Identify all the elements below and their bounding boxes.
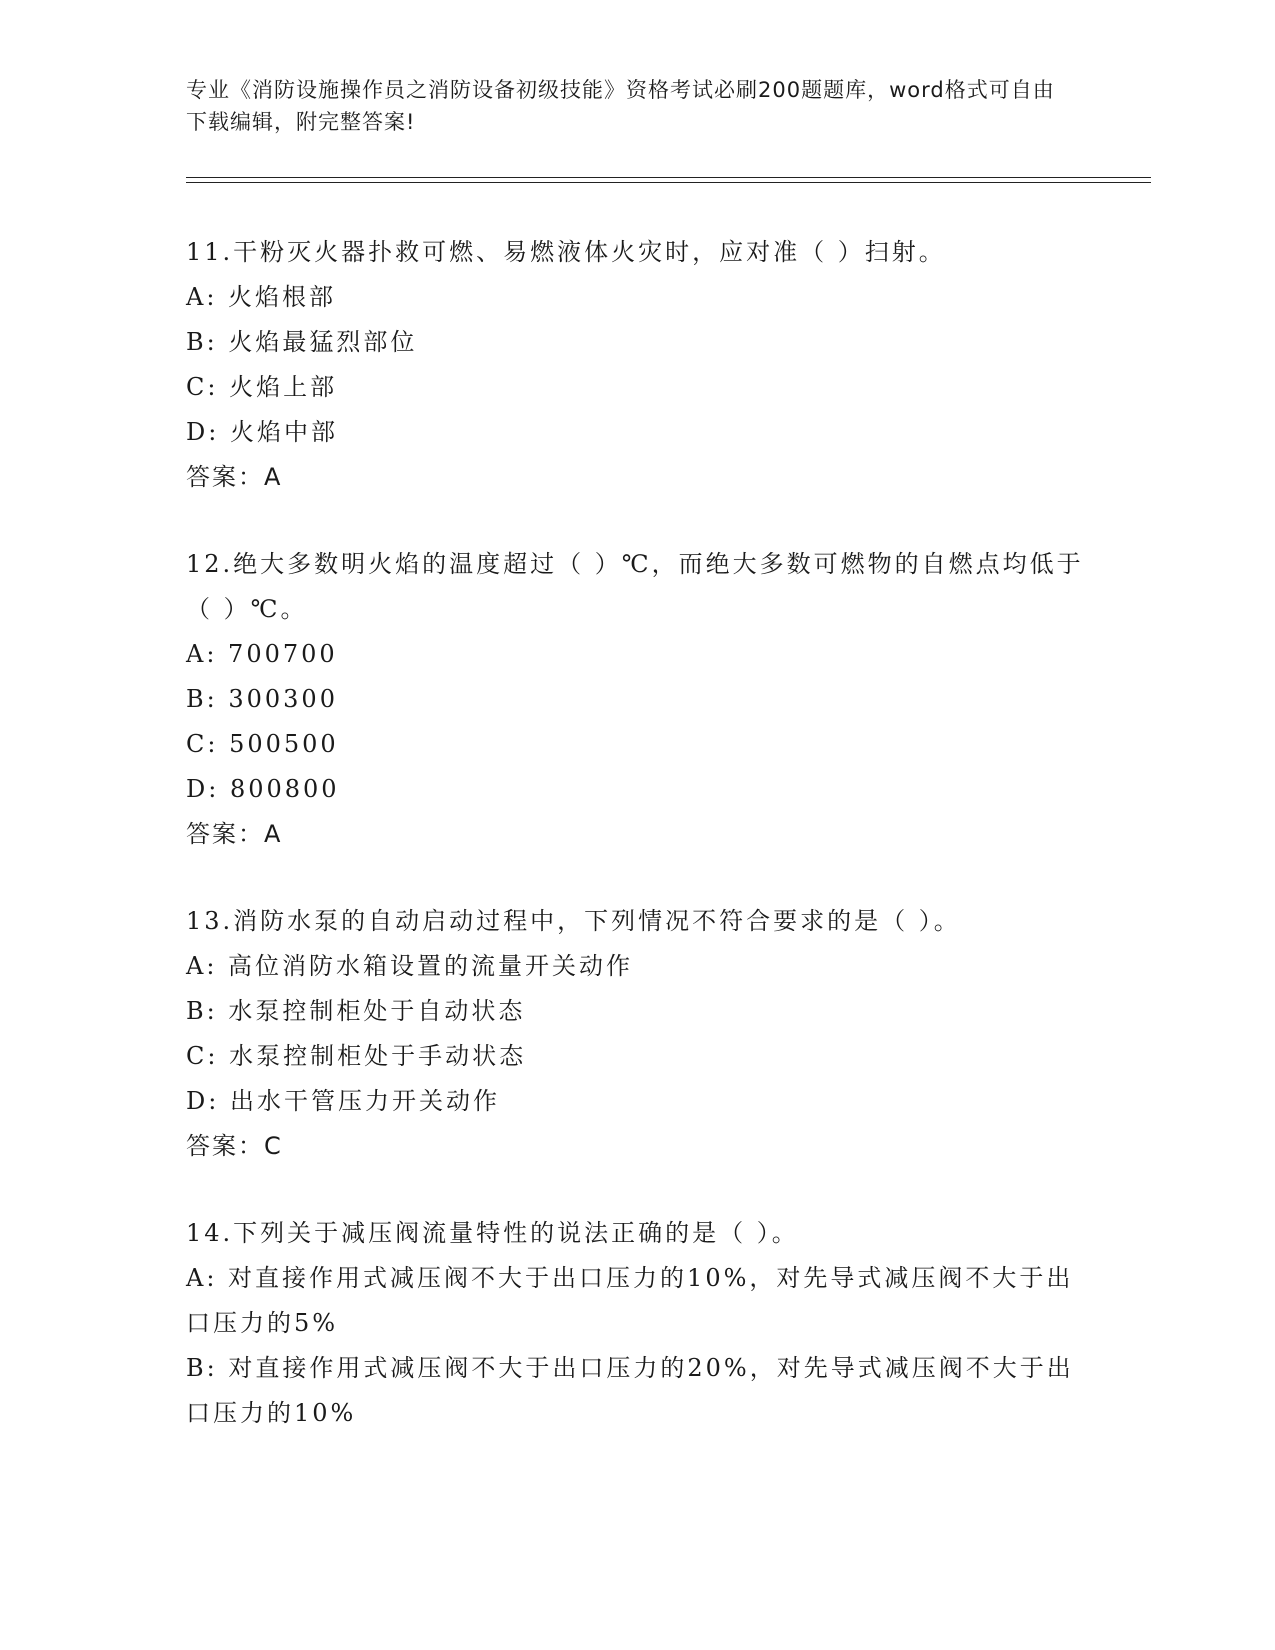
answer: 答案：C	[186, 1132, 283, 1160]
option-b: B: 火焰最猛烈部位	[186, 328, 418, 356]
option-b: B: 300300	[186, 685, 338, 713]
question-13	[186, 899, 1086, 1169]
header-rule-top	[186, 177, 1151, 178]
option-b: B: 水泵控制柜处于自动状态	[186, 997, 526, 1025]
option-a: A: 火焰根部	[186, 283, 337, 311]
option-d: D: 800800	[186, 775, 340, 803]
question-stem: 13.消防水泵的自动启动过程中，下列情况不符合要求的是（ ）。	[186, 907, 961, 935]
option-a: A: 高位消防水箱设置的流量开关动作	[186, 952, 634, 980]
option-d: D: 火焰中部	[186, 418, 338, 446]
header-text: 专业《消防设施操作员之消防设备初级技能》资格考试必刷200题题库，word格式可自由下载编辑，附完整答案!	[186, 78, 1055, 134]
question-11	[186, 230, 1086, 500]
option-d: D: 出水干管压力开关动作	[186, 1087, 500, 1115]
option-c: C: 火焰上部	[186, 373, 338, 401]
option-a: A: 对直接作用式减压阀不大于出口压力的10%，对先导式减压阀不大于出口压力的5%	[186, 1264, 1074, 1337]
question-14	[186, 1211, 1086, 1436]
document-header	[186, 74, 1066, 138]
question-stem: 12.绝大多数明火焰的温度超过（ ）℃，而绝大多数可燃物的自燃点均低于（ ）℃。	[186, 550, 1084, 623]
option-c: C: 500500	[186, 730, 339, 758]
option-b: B: 对直接作用式减压阀不大于出口压力的20%，对先导式减压阀不大于出口压力的10%	[186, 1354, 1074, 1427]
question-12	[186, 542, 1086, 857]
question-list	[186, 230, 1086, 1478]
answer: 答案：A	[186, 463, 283, 491]
question-stem: 14.下列关于减压阀流量特性的说法正确的是（ ）。	[186, 1219, 799, 1247]
header-rule-bottom	[186, 182, 1151, 183]
answer: 答案：A	[186, 820, 283, 848]
option-a: A: 700700	[186, 640, 338, 668]
option-c: C: 水泵控制柜处于手动状态	[186, 1042, 527, 1070]
question-stem: 11.干粉灭火器扑救可燃、易燃液体火灾时，应对准（ ）扫射。	[186, 238, 946, 266]
